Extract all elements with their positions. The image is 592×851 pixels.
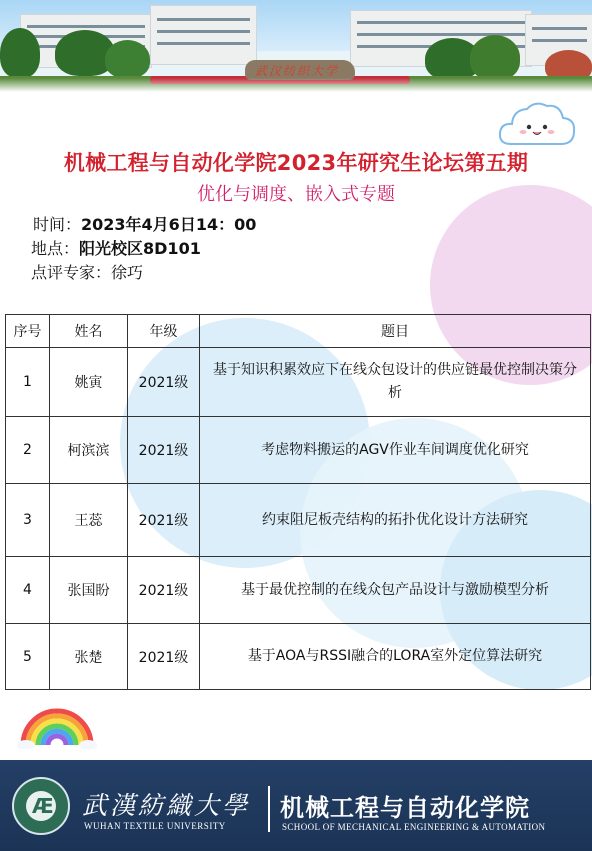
place-label: 地点： xyxy=(31,239,80,258)
table-row xyxy=(6,624,591,690)
school-name-en: SCHOOL OF MECHANICAL ENGINEERING & AUTOMATION xyxy=(282,822,546,832)
footer-divider xyxy=(268,786,270,832)
row-number: 4 xyxy=(6,557,50,624)
cloud-face-icon xyxy=(497,100,577,148)
row-name: 张国盼 xyxy=(50,557,128,624)
event-place xyxy=(31,236,201,259)
row-number: 2 xyxy=(6,417,50,484)
row-topic: 考虑物料搬运的AGV作业车间调度优化研究 xyxy=(200,417,591,484)
school-name-cn: 机械工程与自动化学院 xyxy=(280,793,530,822)
time-value: 2023年4月6日14：00 xyxy=(81,215,257,234)
table-row xyxy=(6,348,591,417)
expert-value: 徐巧 xyxy=(111,263,144,282)
row-number: 3 xyxy=(6,484,50,557)
place-value: 阳光校区8D101 xyxy=(79,239,201,258)
row-topic: 约束阻尼板壳结构的拓扑优化设计方法研究 xyxy=(200,484,591,557)
table-header-row xyxy=(6,315,591,348)
photo-inscription: 武汉纺织大学 xyxy=(255,64,340,78)
page-title: 机械工程与自动化学院2023年研究生论坛第五期 xyxy=(63,151,529,175)
agenda-table xyxy=(5,314,591,690)
row-name: 张楚 xyxy=(50,624,128,690)
row-grade: 2021级 xyxy=(128,348,200,417)
university-name-cn: 武漢紡織大學 xyxy=(82,791,251,820)
rainbow-icon xyxy=(17,705,97,749)
header-name: 姓名 xyxy=(50,315,128,348)
row-topic: 基于最优控制的在线众包产品设计与激励模型分析 xyxy=(200,557,591,624)
row-grade: 2021级 xyxy=(128,417,200,484)
university-logo: Æ xyxy=(12,777,70,835)
header-topic: 题目 xyxy=(200,315,591,348)
row-name: 姚寅 xyxy=(50,348,128,417)
event-time xyxy=(33,212,256,235)
table-row xyxy=(6,557,591,624)
university-name-en: WUHAN TEXTILE UNIVERSITY xyxy=(84,821,226,831)
time-label: 时间： xyxy=(33,215,82,234)
expert-label: 点评专家： xyxy=(31,263,112,282)
footer-banner xyxy=(0,760,592,851)
row-topic: 基于AOA与RSSI融合的LORA室外定位算法研究 xyxy=(200,624,591,690)
campus-photo xyxy=(0,0,592,92)
row-number: 5 xyxy=(6,624,50,690)
row-grade: 2021级 xyxy=(128,484,200,557)
header-number: 序号 xyxy=(6,315,50,348)
row-grade: 2021级 xyxy=(128,624,200,690)
row-number: 1 xyxy=(6,348,50,417)
row-name: 柯滨滨 xyxy=(50,417,128,484)
table-row xyxy=(6,417,591,484)
row-topic: 基于知识积累效应下在线众包设计的供应链最优控制决策分析 xyxy=(200,348,591,417)
table-row xyxy=(6,484,591,557)
page-subtitle: 优化与调度、嵌入式专题 xyxy=(197,184,395,205)
row-name: 王蕊 xyxy=(50,484,128,557)
header-grade: 年级 xyxy=(128,315,200,348)
event-expert xyxy=(31,260,143,283)
row-grade: 2021级 xyxy=(128,557,200,624)
